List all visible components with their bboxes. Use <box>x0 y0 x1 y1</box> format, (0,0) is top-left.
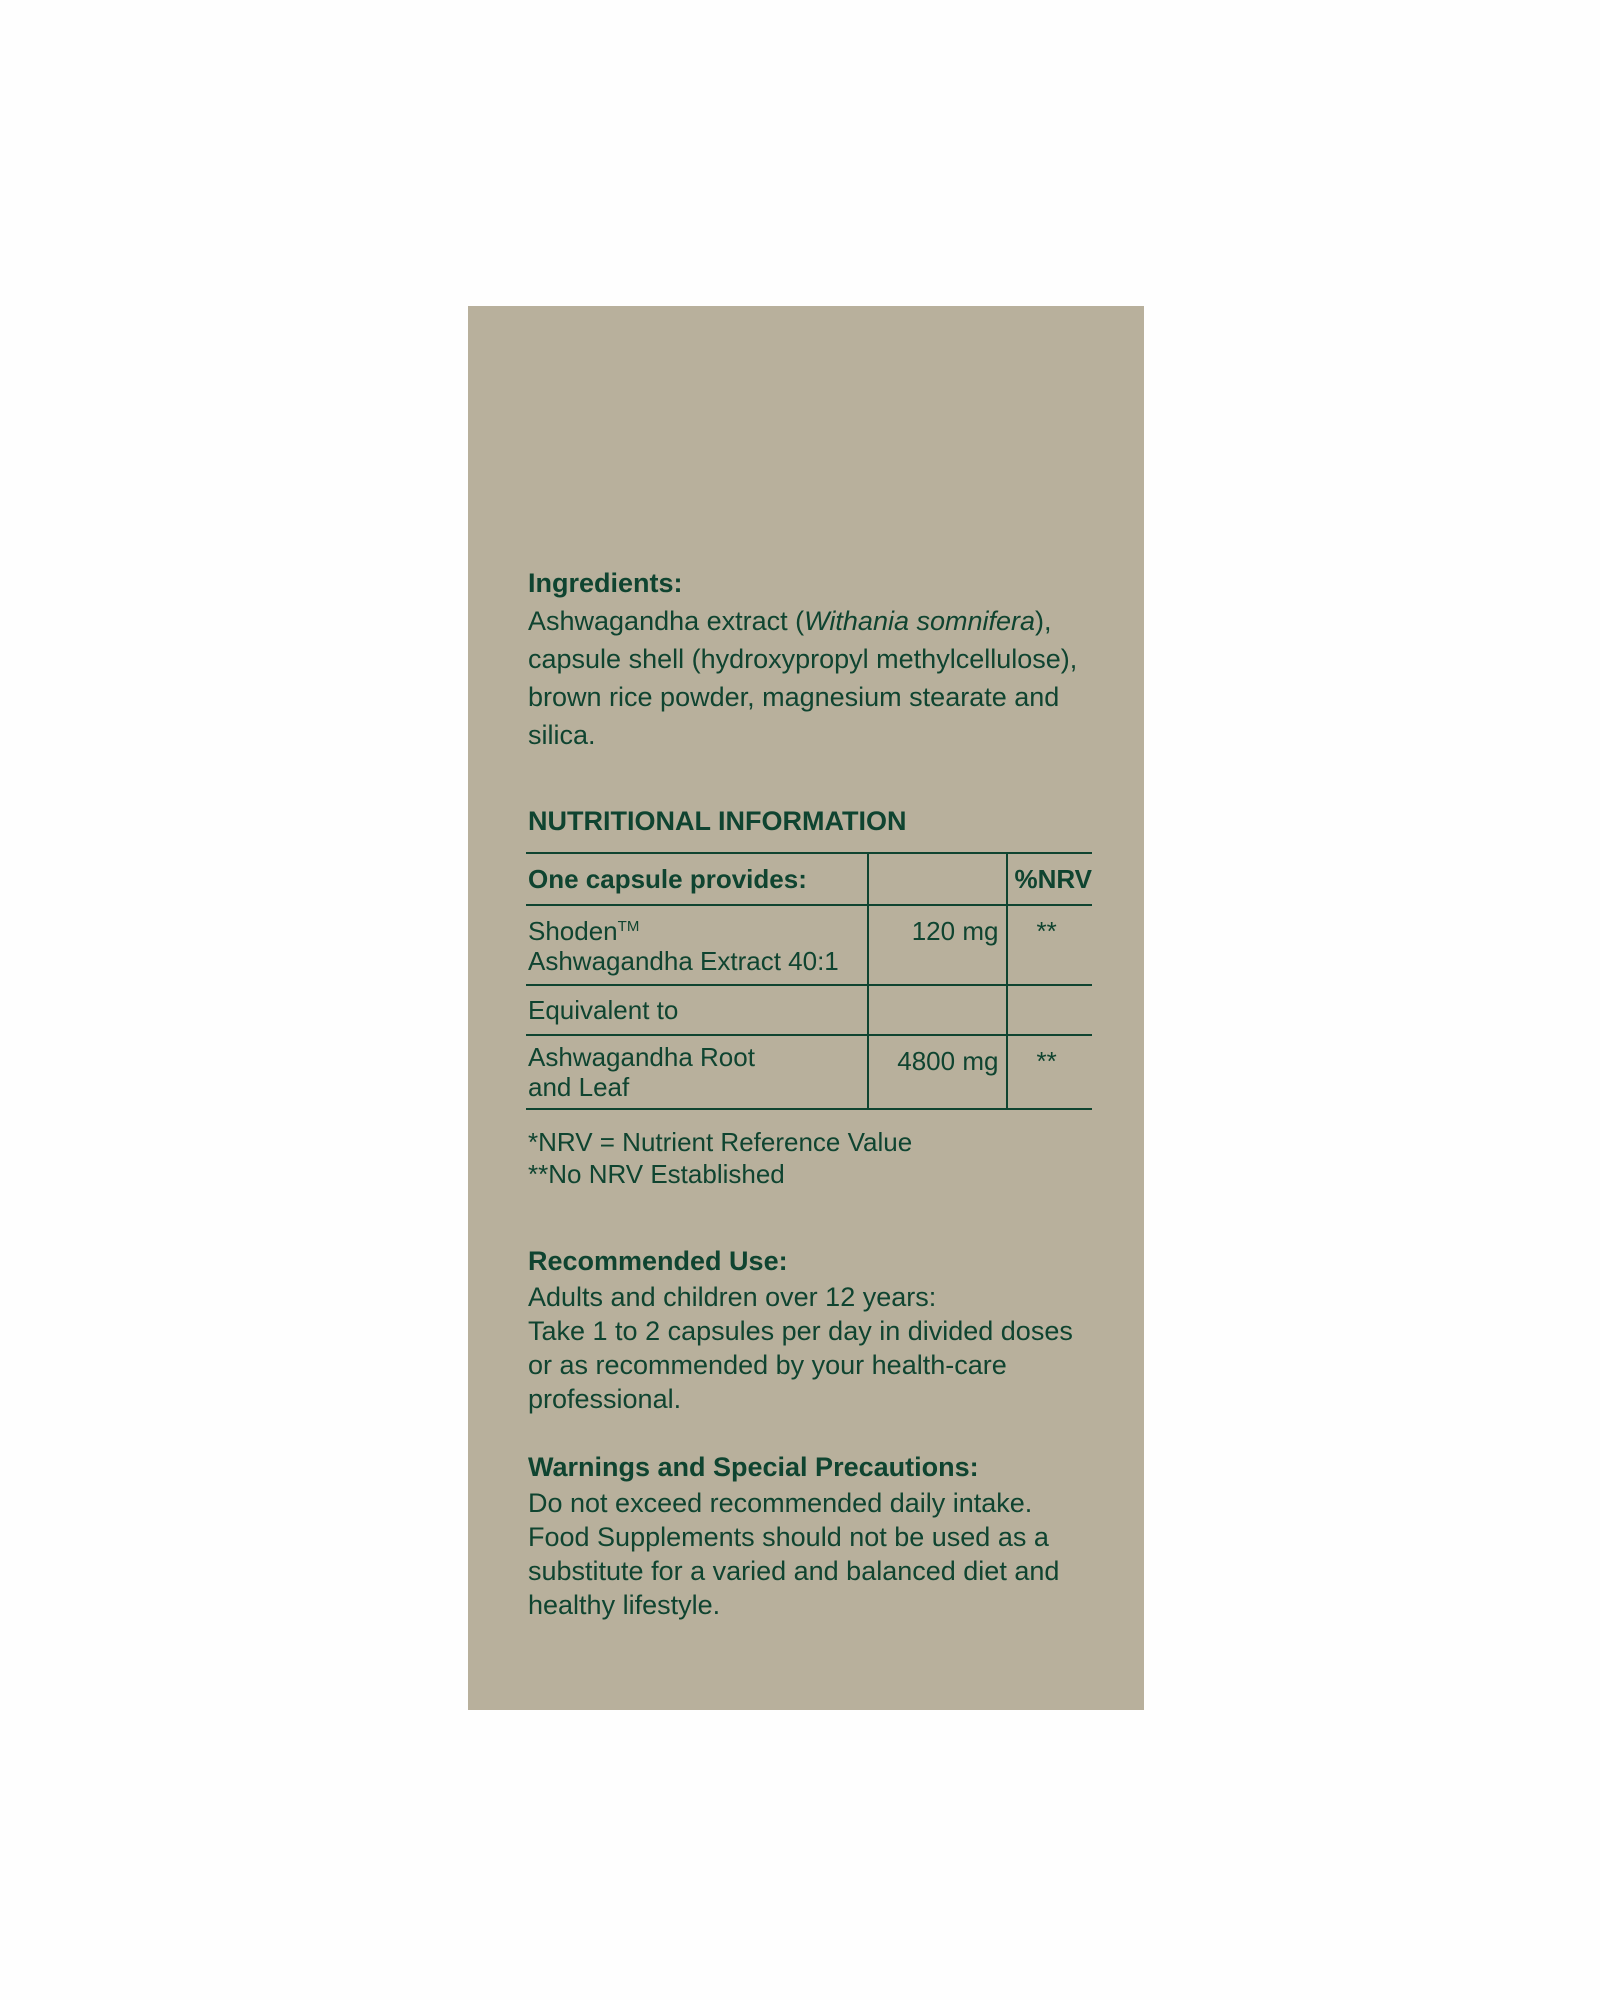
warnings-text: Do not exceed recommended daily intake. Food Supplements should not be used as a substitute for a varied and balanced diet and healthy lifestyle. <box>528 1488 1060 1620</box>
ingredients-heading: Ingredients: <box>528 568 683 598</box>
nutrient-name-line2: Ashwagandha Extract 40:1 <box>528 946 839 976</box>
header-cell-provides: One capsule provides: <box>526 853 868 905</box>
nutrition-table <box>526 852 1092 1110</box>
nutrient-name-line1: Shoden <box>528 916 618 946</box>
nutrient-amount-cell <box>868 905 1007 985</box>
nutrient-nrv-cell <box>1007 985 1092 1035</box>
footnote-nrv-definition: *NRV = Nutrient Reference Value <box>528 1127 913 1157</box>
nutrient-amount-cell <box>868 985 1007 1035</box>
warnings-heading: Warnings and Special Precautions: <box>528 1452 979 1482</box>
ingredients-text-part1: Ashwagandha extract ( <box>528 606 805 636</box>
header-cell-amount <box>868 853 1007 905</box>
nutrient-name-cell <box>526 985 868 1035</box>
ingredients-section <box>528 564 1094 754</box>
nutrient-name-line2: and Leaf <box>528 1072 630 1102</box>
nutrient-amount: 4800 mg <box>897 1046 999 1076</box>
table-row <box>526 985 1092 1035</box>
nutrient-nrv-cell <box>1007 905 1092 985</box>
nutrient-amount: 120 mg <box>911 916 999 946</box>
nutrient-name-cell <box>526 1035 868 1109</box>
header-cell-nrv: %NRV <box>1007 853 1092 905</box>
nutrient-nrv: ** <box>1036 1046 1057 1076</box>
footnote-no-nrv: **No NRV Established <box>528 1159 785 1189</box>
table-row <box>526 905 1092 985</box>
recommended-use-text: Take 1 to 2 capsules per day in divided doses or as recommended by your health-care professional. <box>528 1316 1073 1414</box>
ingredients-text <box>528 602 1094 754</box>
ingredients-text-part2: ), capsule shell (hydroxypropyl methylcellulose), brown rice powder, magnesium stearate and silica. <box>528 606 1078 750</box>
nutrient-amount-cell <box>868 1035 1007 1109</box>
trademark-mark: TM <box>617 918 640 935</box>
nutrition-table-header <box>526 853 1092 905</box>
nutrient-name-cell <box>526 905 868 985</box>
table-row <box>526 1035 1092 1109</box>
recommended-use-audience: Adults and children over 12 years: <box>528 1282 937 1312</box>
nutrition-heading: NUTRITIONAL INFORMATION <box>528 806 907 836</box>
supplement-label-panel <box>468 306 1144 1710</box>
nutrient-name <box>528 906 867 976</box>
label-content <box>528 564 1094 1622</box>
recommended-use-section <box>528 1242 1094 1416</box>
nutrient-nrv: ** <box>1036 916 1057 946</box>
nutrition-footnotes <box>528 1126 1094 1190</box>
warnings-section <box>528 1448 1094 1622</box>
nutrient-name <box>528 1036 867 1102</box>
nutrient-name: Equivalent to <box>528 995 679 1025</box>
recommended-use-heading: Recommended Use: <box>528 1246 788 1276</box>
nutrient-nrv-cell <box>1007 1035 1092 1109</box>
ingredients-latin-name: Withania somnifera <box>804 606 1036 636</box>
nutrient-name-line1: Ashwagandha Root <box>528 1042 755 1072</box>
